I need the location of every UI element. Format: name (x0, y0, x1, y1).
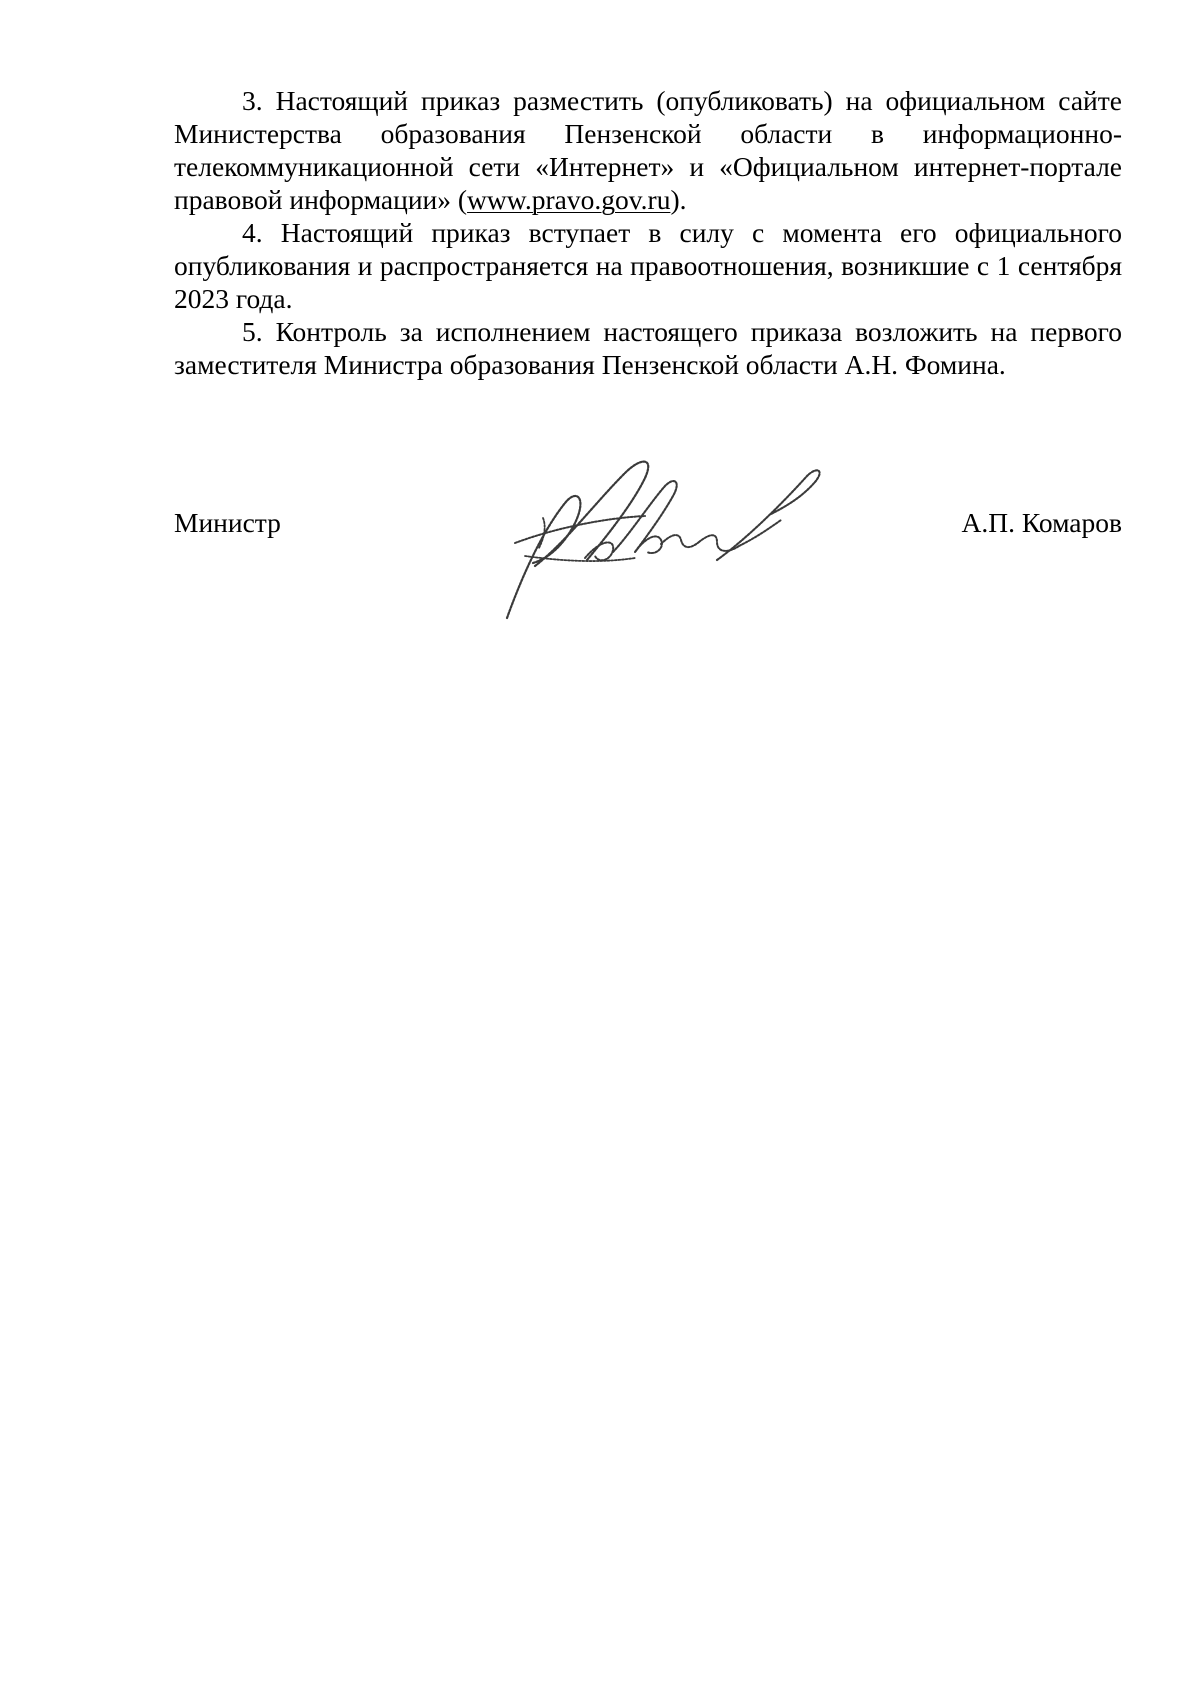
pravo-url-link[interactable]: www.pravo.gov.ru (467, 184, 671, 215)
position-title: Министр (174, 507, 281, 538)
paragraph-3-text: 3. Настоящий приказ разместить (опубликовать) на официальном сайте Министерства образования Пензенской области в информационно-телекоммуникационной сети «Интернет» и «Официальном интернет-портале правовой информации» ( (174, 85, 1122, 215)
paragraph-3-tail: ). (670, 184, 687, 215)
paragraph-3 (174, 84, 1122, 216)
signatory-name: А.П. Комаров (961, 507, 1122, 538)
handwritten-signature (495, 448, 835, 623)
paragraph-4: 4. Настоящий приказ вступает в силу с момента его официального опубликования и распространяется на правоотношения, возникшие с 1 сентября 2023 года. (174, 217, 1122, 314)
document-body (174, 84, 1122, 381)
paragraph-5: 5. Контроль за исполнением настоящего приказа возложить на первого заместителя Министра образования Пензенской области А.Н. Фомина. (174, 316, 1122, 380)
